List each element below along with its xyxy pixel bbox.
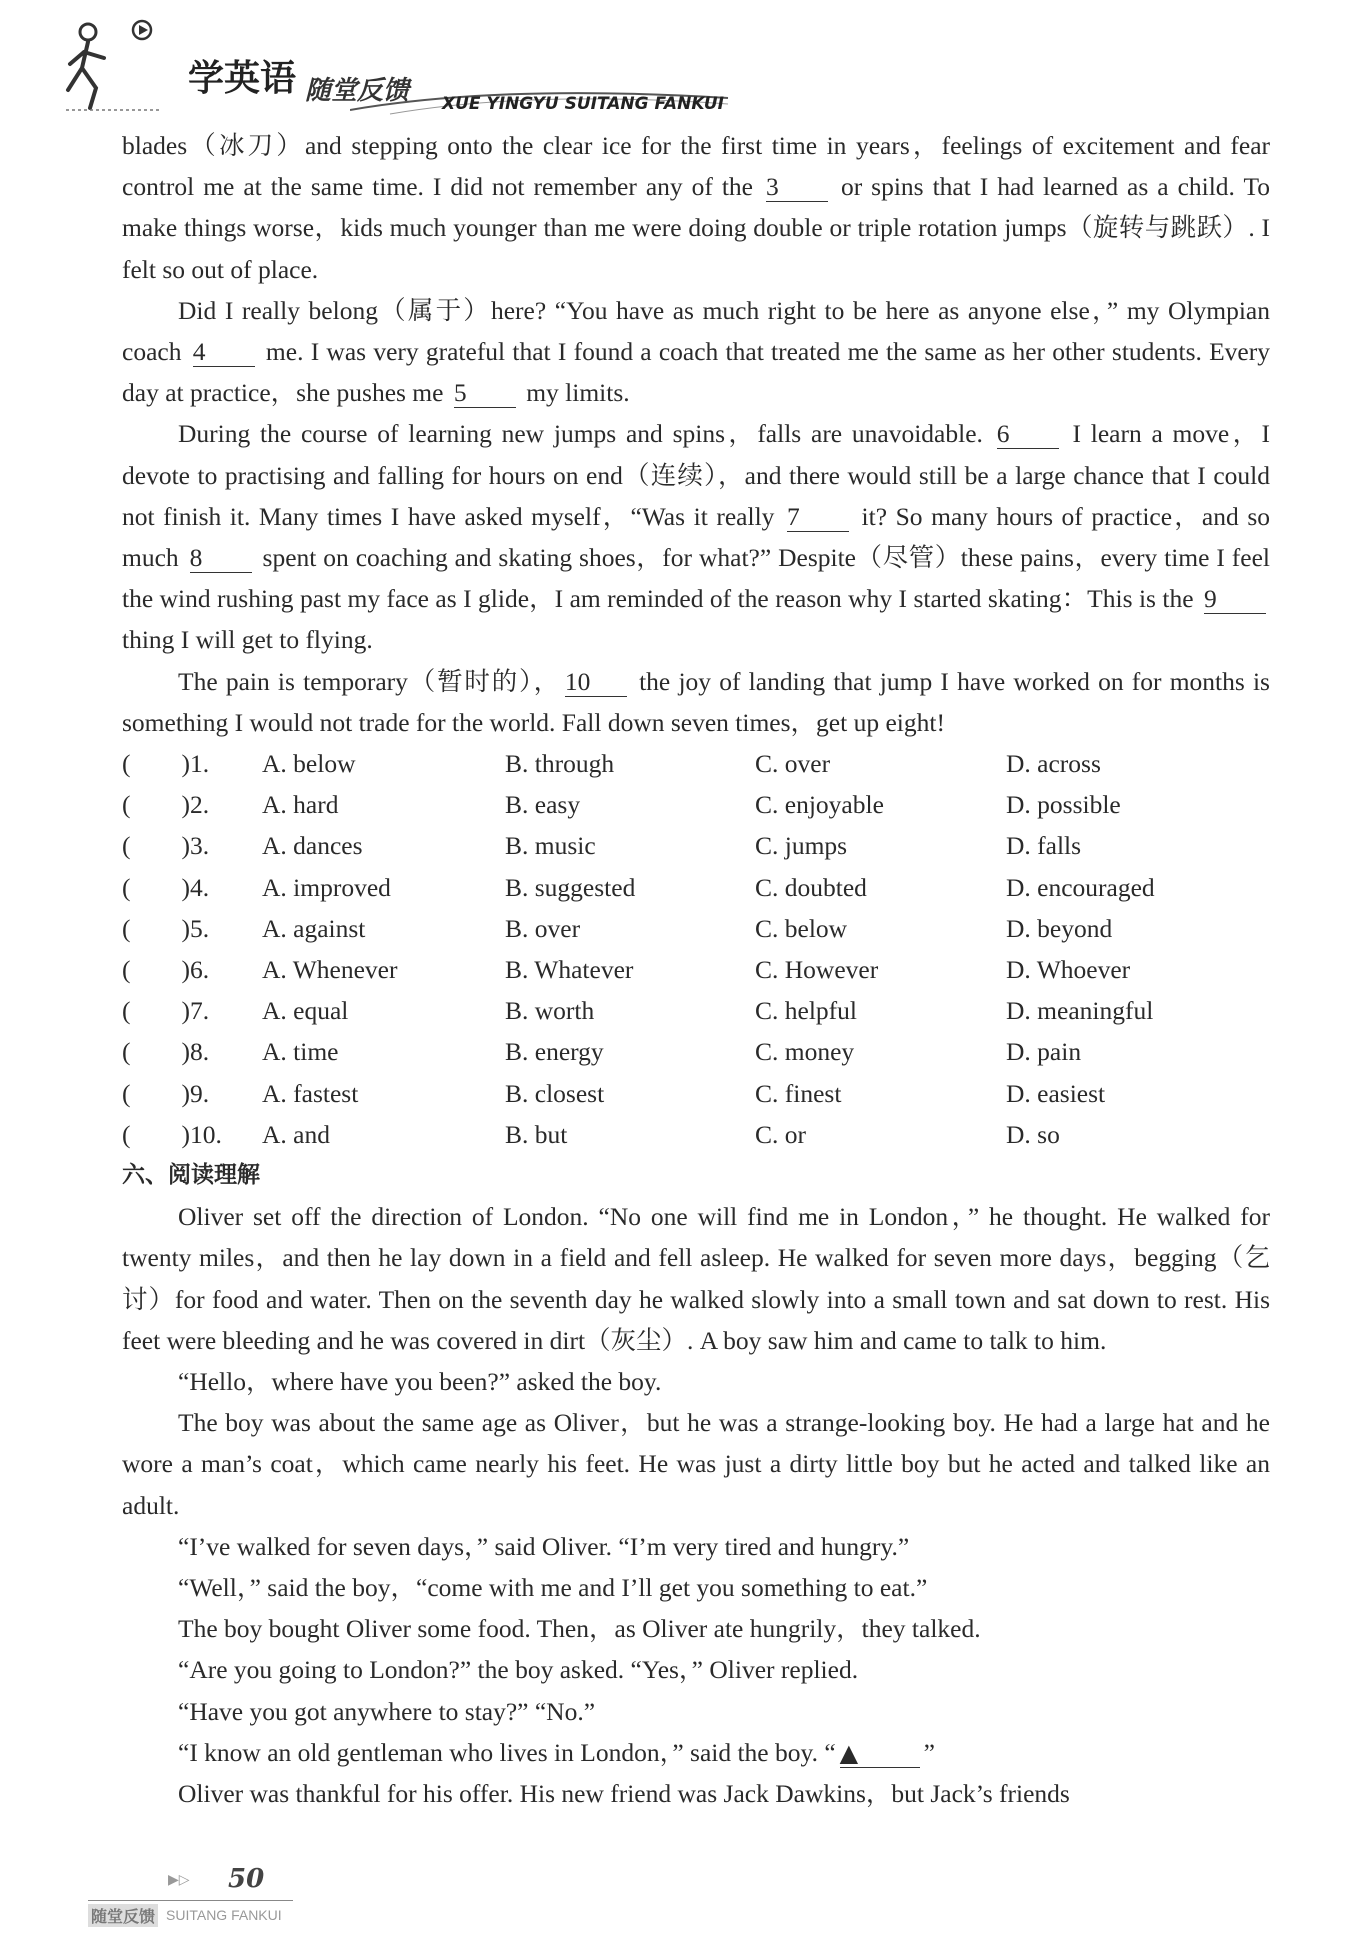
paragraph-text: “I know an old gentleman who lives in London，” said the boy. “ (178, 1737, 836, 1767)
answer-bracket: ( ) (122, 872, 190, 902)
paragraph-text: The pain is temporary（暂时的）， (178, 666, 561, 696)
question-number: 1. (190, 749, 210, 779)
header-title: 学英语 (188, 58, 297, 99)
question-number: 3. (190, 831, 210, 861)
paragraph-text: “Hello，where have you been?” asked the boy. (178, 1366, 662, 1396)
paragraph (122, 1526, 1270, 1567)
paragraph-text: The boy was about the same age as Oliver，but he was a strange-looking boy. He had a large hat and he wore a man’s coat，which came nearly his feet. He was just a dirty little boy but he acted and talked like an adult. (122, 1408, 1270, 1520)
answer-bracket: ( ) (122, 1119, 190, 1149)
option-a: A. Whenever (262, 954, 398, 984)
paragraph-text: Did I really belong（属于）here? “You have as much right to be here as anyone else，” my Olympian coach (122, 295, 1270, 367)
cloze-blank: 7 (787, 503, 849, 532)
paragraph-text: blades（冰刀）and stepping onto the clear ice for the first time in years，feelings of excitement and fear control me at the same time. I did not remember any of the (122, 131, 1270, 202)
option-c: C. jumps (755, 831, 848, 861)
section-title: 六、阅读理解 (122, 1161, 260, 1188)
paragraph (122, 290, 1270, 414)
answer-bracket: ( ) (122, 996, 190, 1026)
option-b: B. music (505, 831, 596, 861)
option-a: A. fastest (262, 1078, 359, 1108)
option-b: B. but (505, 1119, 568, 1149)
answer-bracket: ( ) (122, 1078, 190, 1108)
paragraph-text: “Have you got anywhere to stay?” “No.” (178, 1696, 596, 1726)
paragraph-text: The boy bought Oliver some food. Then，as Oliver ate hungrily，they talked. (178, 1614, 981, 1644)
option-a: A. equal (262, 996, 349, 1026)
option-c: C. money (755, 1037, 855, 1067)
option-c: C. over (755, 749, 831, 779)
question-number: 7. (190, 996, 210, 1026)
page-number: 50 (228, 1864, 265, 1894)
option-a: A. improved (262, 872, 391, 902)
question-row (122, 1073, 1270, 1114)
paragraph (122, 125, 1270, 290)
paragraph (122, 1649, 1270, 1690)
option-a: A. below (262, 749, 356, 779)
option-a: A. and (262, 1119, 330, 1149)
footer-divider (88, 1900, 293, 1901)
option-a: A. dances (262, 831, 363, 861)
paragraph (122, 1691, 1270, 1732)
arrow-icon: ▶▷ (168, 1872, 190, 1888)
option-c: C. or (755, 1119, 806, 1149)
option-c: C. However (755, 954, 879, 984)
question-row (122, 867, 1270, 908)
answer-bracket: ( ) (122, 913, 190, 943)
answer-bracket: ( ) (122, 954, 190, 984)
paragraph (122, 1361, 1270, 1402)
answer-bracket: ( ) (122, 790, 190, 820)
cloze-blank: 8 (190, 544, 252, 573)
answer-bracket: ( ) (122, 1037, 190, 1067)
reading-passage (122, 1196, 1270, 1814)
paragraph (122, 1732, 1270, 1773)
question-number: 9. (190, 1078, 210, 1108)
question-number: 10. (190, 1119, 222, 1149)
paragraph (122, 1567, 1270, 1608)
option-c: C. below (755, 913, 848, 943)
paragraph-text: it? So many hours of practice，and so much (122, 501, 1270, 573)
paragraph-text: “Well，” said the boy，“come with me and I’ll get you something to eat.” (178, 1572, 928, 1602)
cloze-blank: 6 (997, 420, 1059, 449)
cloze-passage (122, 125, 1270, 743)
question-options (122, 743, 1270, 1155)
question-row (122, 1031, 1270, 1072)
question-row (122, 743, 1270, 784)
paragraph (122, 413, 1270, 660)
option-b: B. suggested (505, 872, 636, 902)
option-b: B. Whatever (505, 954, 634, 984)
option-d: D. easiest (1006, 1078, 1106, 1108)
cloze-blank: 3 (766, 173, 828, 202)
cloze-blank: 4 (193, 338, 255, 367)
option-b: B. over (505, 913, 581, 943)
option-b: B. worth (505, 996, 595, 1026)
answer-bracket: ( ) (122, 831, 190, 861)
answer-bracket: ( ) (122, 749, 190, 779)
question-number: 8. (190, 1037, 210, 1067)
paragraph-text: Oliver set off the direction of London. “No one will find me in London，” he thought. He walked for twenty miles，and then he lay down in a field and fell asleep. He walked for seven more days，begging（乞讨）for food and water. Then on the seventh day he walked slowly into a small town and sat down to rest. His feet were bleeding and he was covered in dirt（灰尘）. A boy saw him and came to talk to him. (122, 1202, 1270, 1355)
paragraph-text: ” (923, 1737, 935, 1767)
running-figure-icon (60, 18, 180, 113)
option-d: D. so (1006, 1119, 1060, 1149)
triangle-blank-icon: ▲ (840, 1739, 920, 1768)
paragraph (122, 1402, 1270, 1526)
option-a: A. hard (262, 790, 339, 820)
paragraph-text: the joy of landing that jump I have worked on for months is something I would not trade for the world. Fall down seven times，get up eight! (122, 666, 1270, 737)
option-c: C. finest (755, 1078, 842, 1108)
paragraph-text: I learn a move，I devote to practising and falling for hours on end（连续），and there would still be a large chance that I could not finish it. Many times I have asked myself，“Was it really (122, 419, 1271, 531)
question-row (122, 784, 1270, 825)
option-d: D. encouraged (1006, 872, 1155, 902)
footer-label-cn: 随堂反馈 (88, 1904, 158, 1927)
option-c: C. enjoyable (755, 790, 884, 820)
cloze-blank: 9 (1204, 585, 1266, 614)
paragraph (122, 1196, 1270, 1361)
paragraph-text: thing I will get to flying. (122, 625, 373, 655)
question-number: 4. (190, 872, 210, 902)
option-b: B. easy (505, 790, 581, 820)
question-row (122, 825, 1270, 866)
cloze-blank: 5 (454, 379, 516, 408)
header-subtitle: 随堂反馈 (305, 76, 410, 106)
paragraph-text: “Are you going to London?” the boy asked. “Yes，” Oliver replied. (178, 1655, 859, 1685)
option-b: B. energy (505, 1037, 604, 1067)
paragraph (122, 661, 1270, 743)
question-number: 2. (190, 790, 210, 820)
cloze-blank: 10 (565, 668, 627, 697)
option-a: A. against (262, 913, 366, 943)
option-d: D. across (1006, 749, 1101, 779)
option-b: B. closest (505, 1078, 605, 1108)
question-row (122, 990, 1270, 1031)
paragraph-text: me. I was very grateful that I found a coach that treated me the same as her other students. Every day at practice，she pushes me (122, 337, 1270, 408)
option-d: D. meaningful (1006, 996, 1154, 1026)
page-content (122, 125, 1270, 1814)
option-d: D. beyond (1006, 913, 1113, 943)
question-number: 5. (190, 913, 210, 943)
paragraph-text: my limits. (519, 378, 630, 408)
option-d: D. pain (1006, 1037, 1082, 1067)
option-c: C. doubted (755, 872, 867, 902)
paragraph-text: “I’ve walked for seven days，” said Oliver. “I’m very tired and hungry.” (178, 1531, 910, 1561)
paragraph-text: or spins that I had learned as a child. To make things worse，kids much younger than me were doing double or triple rotation jumps（旋转与跳跃）. I felt so out of place. (122, 172, 1270, 284)
question-row (122, 949, 1270, 990)
paragraph-text: During the course of learning new jumps and spins，falls are unavoidable. (178, 419, 993, 449)
paragraph (122, 1608, 1270, 1649)
option-a: A. time (262, 1037, 339, 1067)
option-d: D. possible (1006, 790, 1121, 820)
paragraph-text: spent on coaching and skating shoes，for what?” Despite（尽管）these pains，every time I feel the wind rushing past my face as I glide，I am reminded of the reason why I started skating：This is the (122, 543, 1271, 614)
footer-label-en: SUITANG FANKUI (166, 1907, 282, 1923)
question-row (122, 1114, 1270, 1155)
question-row (122, 908, 1270, 949)
option-c: C. helpful (755, 996, 857, 1026)
option-d: D. falls (1006, 831, 1082, 861)
option-b: B. through (505, 749, 615, 779)
option-d: D. Whoever (1006, 954, 1131, 984)
paragraph (122, 1773, 1270, 1814)
header-title-pinyin: XUE YINGYU SUITANG FANKUI (442, 94, 725, 114)
page-footer (88, 1860, 388, 1926)
paragraph-text: Oliver was thankful for his offer. His new friend was Jack Dawkins，but Jack’s friends (178, 1778, 1070, 1808)
page-header (60, 18, 1280, 128)
question-number: 6. (190, 954, 210, 984)
